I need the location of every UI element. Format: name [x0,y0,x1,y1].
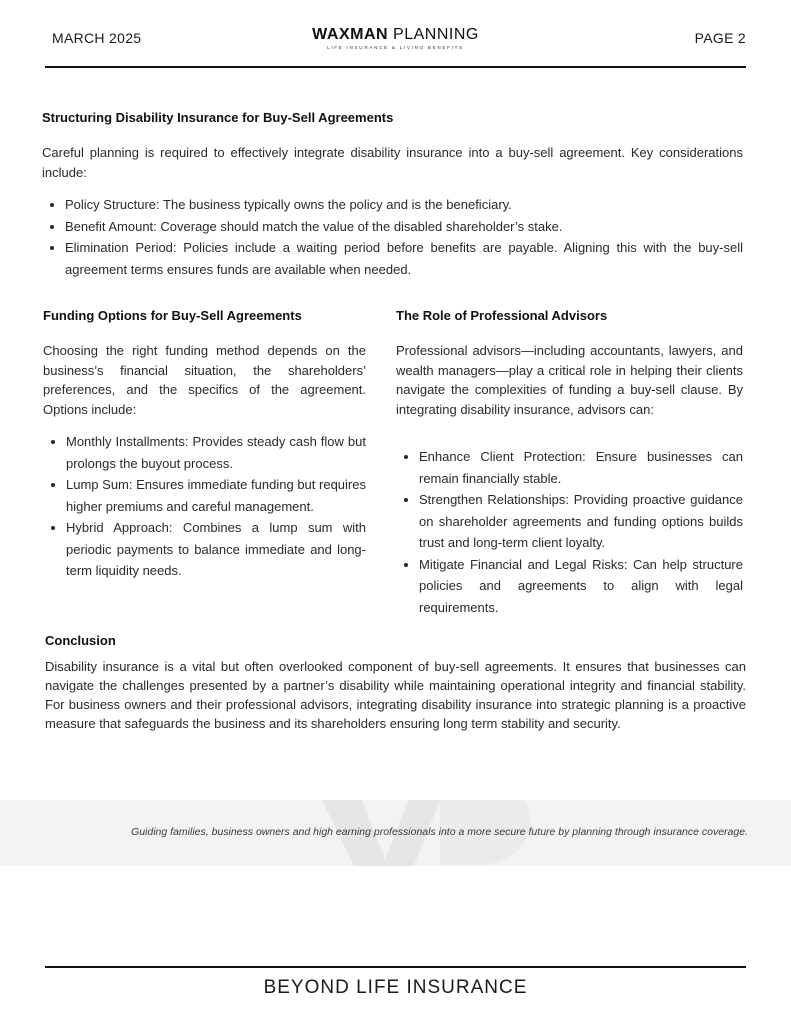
waxman-planning-logo [300,26,491,50]
conclusion-text: Disability insurance is a vital but often overlooked component of buy-sell agreements. It ensures that businesses can navigate the challenges presented by a partner’s disability while maintaining operational integrity and financial stability. For business owners and their professional advisors, integrating disability insurance into strategic planning is a proactive measure that safeguards the business and its shareholders ensuring long term stability and security. [45,659,746,731]
header-date: MARCH 2025 [52,30,142,46]
header-divider [45,66,746,68]
logo-wordmark [300,26,491,44]
list-item: • Hybrid Approach: Combines a lump sum with periodic payments to balance immediate and long-term liquidity needs. [66,517,366,582]
section-heading-structuring: Structuring Disability Insurance for Buy-Sell Agreements [42,110,394,125]
advisors-bullet-list [396,446,743,618]
section-intro-funding: Choosing the right funding method depends on the business’s financial situation, the shareholders’ preferences, and the specifics of the agreement. Options include: [43,343,366,417]
section-heading-funding: Funding Options for Buy-Sell Agreements [43,308,302,323]
section-heading-advisors: The Role of Professional Advisors [396,308,608,323]
list-item: • Policy Structure: The business typically owns the policy and is the beneficiary. [65,194,743,216]
band-tagline: Guiding families, business owners and high earning professionals into a more secure future by planning through insurance coverage. [131,826,748,838]
list-item: • Monthly Installments: Provides steady cash flow but prolongs the buyout process. [66,431,366,474]
structuring-bullet-list [42,194,743,280]
logo-light: PLANNING [393,26,479,43]
section-intro-structuring: Careful planning is required to effectively integrate disability insurance into a buy-sell agreement. Key considerations include: [42,145,743,180]
section-intro-advisors: Professional advisors—including accountants, lawyers, and wealth managers—play a critical role in helping their clients navigate the complexities of funding a buy-sell clause. By integrating disability insurance, advisors can: [396,343,743,417]
list-item: • Elimination Period: Policies include a waiting period before benefits are payable. Aligning this with the buy-sell agreement terms ensures funds are available when needed. [65,237,743,280]
header-page-number: PAGE 2 [694,30,746,46]
section-heading-conclusion: Conclusion [45,633,116,648]
list-item: • Mitigate Financial and Legal Risks: Can help structure policies and agreements to align with legal requirements. [419,554,743,619]
footer-title: BEYOND LIFE INSURANCE [263,977,528,998]
tagline-band [0,800,791,866]
logo-tagline: LIFE INSURANCE & LIVING BENEFITS [327,45,464,50]
logo-bold: WAXMAN [312,26,389,43]
funding-bullet-list [43,431,366,582]
list-item: • Benefit Amount: Coverage should match the value of the disabled shareholder’s stake. [65,216,743,238]
list-item: • Lump Sum: Ensures immediate funding but requires higher premiums and careful management. [66,474,366,517]
footer-divider [45,966,746,968]
list-item: • Strengthen Relationships: Providing proactive guidance on shareholder agreements and funding options builds trust and long-term client loyalty. [419,489,743,554]
list-item: • Enhance Client Protection: Ensure businesses can remain financially stable. [419,446,743,489]
